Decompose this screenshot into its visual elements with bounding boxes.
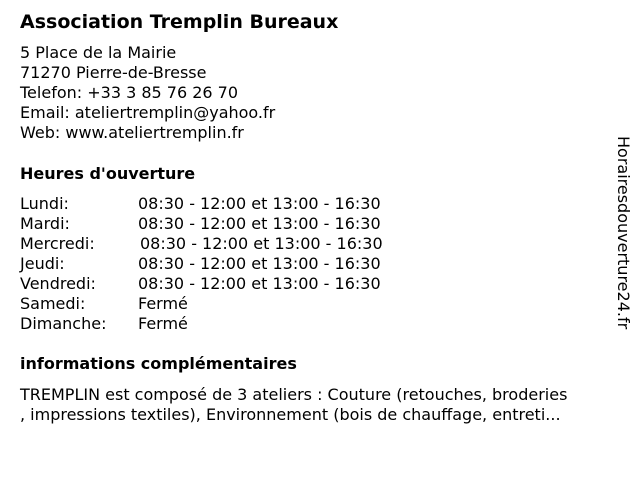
address-city: 71270 Pierre-de-Bresse [20,63,207,82]
address-block [20,43,275,143]
info-description [20,385,620,425]
watermark [611,136,635,344]
day-hours: 08:30 - 12:00 et 13:00 - 16:30 [140,234,383,253]
day-label: Dimanche: [20,314,107,333]
phone-number: Telefon: +33 3 85 76 26 70 [20,83,239,102]
address-street: 5 Place de la Mairie [20,43,177,62]
day-hours: 08:30 - 12:00 et 13:00 - 16:30 [138,194,381,213]
email-address: Email: ateliertremplin@yahoo.fr [20,103,276,122]
day-label: Mercredi: [20,234,95,253]
day-hours: 08:30 - 12:00 et 13:00 - 16:30 [138,274,381,293]
info-description-line: , impressions textiles), Environnement (bois de chauffage, entreti... [20,405,561,424]
info-description-line: TREMPLIN est composé de 3 ateliers : Couture (retouches, broderies [20,385,568,404]
info-heading: informations complémentaires [20,354,297,373]
day-label: Samedi: [20,294,86,313]
day-label: Lundi: [20,194,69,213]
watermark-text: Horairesdouverture24.fr [614,136,633,330]
business-name: Association Tremplin Bureaux [20,11,339,33]
website: Web: www.ateliertremplin.fr [20,123,244,142]
day-hours: 08:30 - 12:00 et 13:00 - 16:30 [138,254,381,273]
day-hours: 08:30 - 12:00 et 13:00 - 16:30 [138,214,381,233]
day-hours: Fermé [138,314,188,333]
day-label: Jeudi: [20,254,65,273]
day-hours: Fermé [138,294,188,313]
hours-heading: Heures d'ouverture [20,164,196,183]
day-label: Vendredi: [20,274,96,293]
day-label: Mardi: [20,214,70,233]
